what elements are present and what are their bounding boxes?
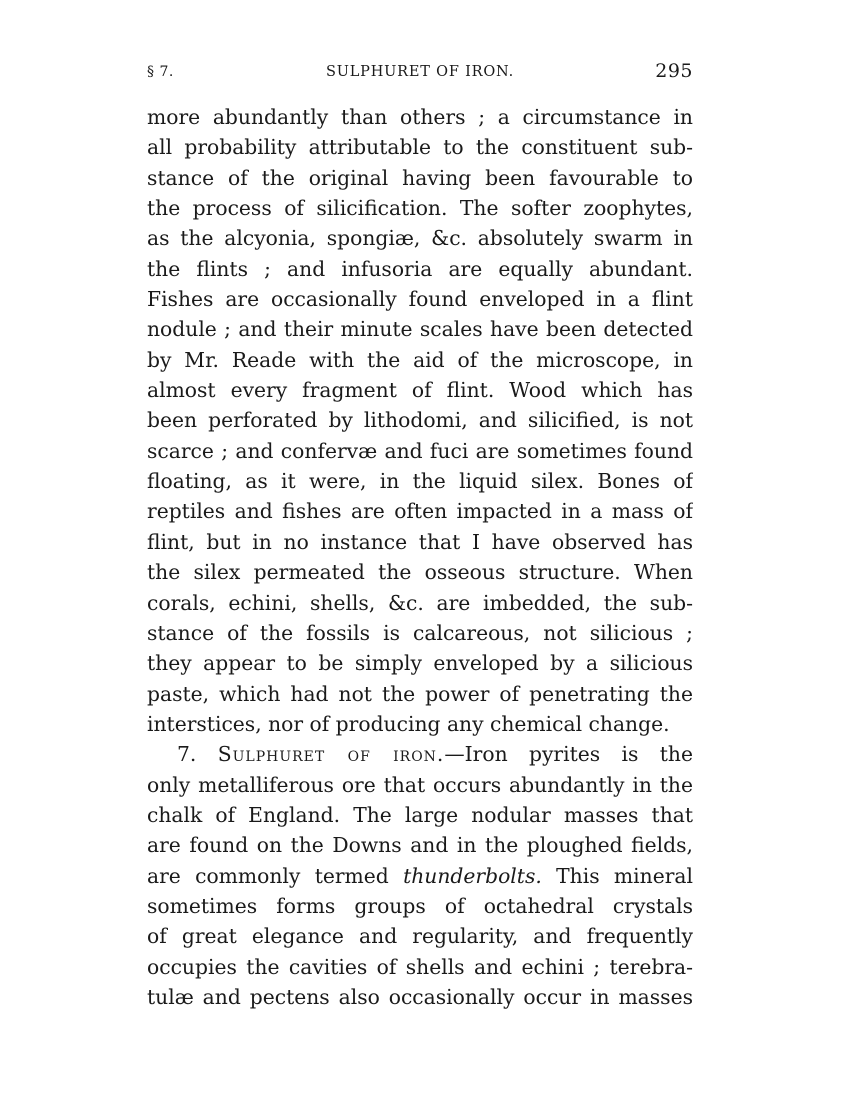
text-line: the flints ; and infusoria are equally abundant.	[147, 256, 693, 281]
italic-line-pre: are commonly termed	[147, 863, 404, 888]
section-7-first-line	[147, 739, 693, 769]
page-number: 295	[655, 60, 693, 82]
section-mark: § 7.	[147, 64, 174, 80]
text-line: the silex permeated the osseous structure. When	[147, 560, 693, 585]
text-line-with-italic	[147, 861, 693, 891]
book-page	[147, 58, 693, 1012]
text-line: chalk of England. The large nodular masses that	[147, 802, 693, 827]
text-line: they appear to be simply enveloped by a silicious	[147, 651, 693, 676]
running-title: SULPHURET OF IRON.	[325, 64, 515, 80]
text-line: of great elegance and regularity, and frequently	[147, 924, 693, 949]
text-line: all probability attributable to the constituent sub-	[147, 135, 693, 160]
text-line: almost every fragment of flint. Wood which has	[147, 378, 693, 403]
text-line: paste, which had not the power of penetrating the	[147, 681, 693, 706]
text-line: Fishes are occasionally found enveloped in a flint	[147, 287, 693, 312]
italic-line-post: This mineral	[541, 863, 693, 888]
running-head	[147, 58, 693, 88]
text-line: flint, but in no instance that I have observed has	[147, 529, 693, 554]
section-first-line-text: —Iron pyrites is the	[444, 742, 693, 767]
text-line: scarce ; and confervæ and fuci are sometimes found	[147, 438, 693, 463]
text-line: more abundantly than others ; a circumstance in	[147, 105, 693, 129]
text-line: sometimes forms groups of octahedral crystals	[147, 893, 693, 918]
text-line: are found on the Downs and in the ploughed fields,	[147, 833, 693, 858]
section-number: 7.	[177, 742, 197, 767]
text-line: the process of silicification. The softer zoophytes,	[147, 196, 693, 221]
text-line: stance of the fossils is calcareous, not silicious ;	[147, 620, 693, 645]
text-line: occupies the cavities of shells and echini ; terebra-	[147, 954, 693, 979]
text-line: nodule ; and their minute scales have been detected	[147, 317, 693, 342]
text-line: interstices, nor of producing any chemical change.	[147, 711, 670, 736]
text-line: by Mr. Reade with the aid of the microscope, in	[147, 347, 693, 372]
section-heading: Sulphuret of iron.	[217, 742, 445, 767]
text-line: as the alcyonia, spongiæ, &c. absolutely swarm in	[147, 226, 693, 251]
text-line: only metalliferous ore that occurs abundantly in the	[147, 772, 693, 797]
text-line: floating, as it were, in the liquid silex. Bones of	[147, 469, 693, 494]
text-line: reptiles and fishes are often impacted in a mass of	[147, 499, 693, 524]
body-text	[147, 102, 693, 1012]
text-line: been perforated by lithodomi, and silicified, is not	[147, 408, 693, 433]
italic-term: thunderbolts.	[403, 863, 542, 888]
text-line: tulæ and pectens also occasionally occur in masses	[147, 984, 693, 1009]
text-line: stance of the original having been favourable to	[147, 165, 693, 190]
text-line: corals, echini, shells, &c. are imbedded, the sub-	[147, 590, 693, 615]
